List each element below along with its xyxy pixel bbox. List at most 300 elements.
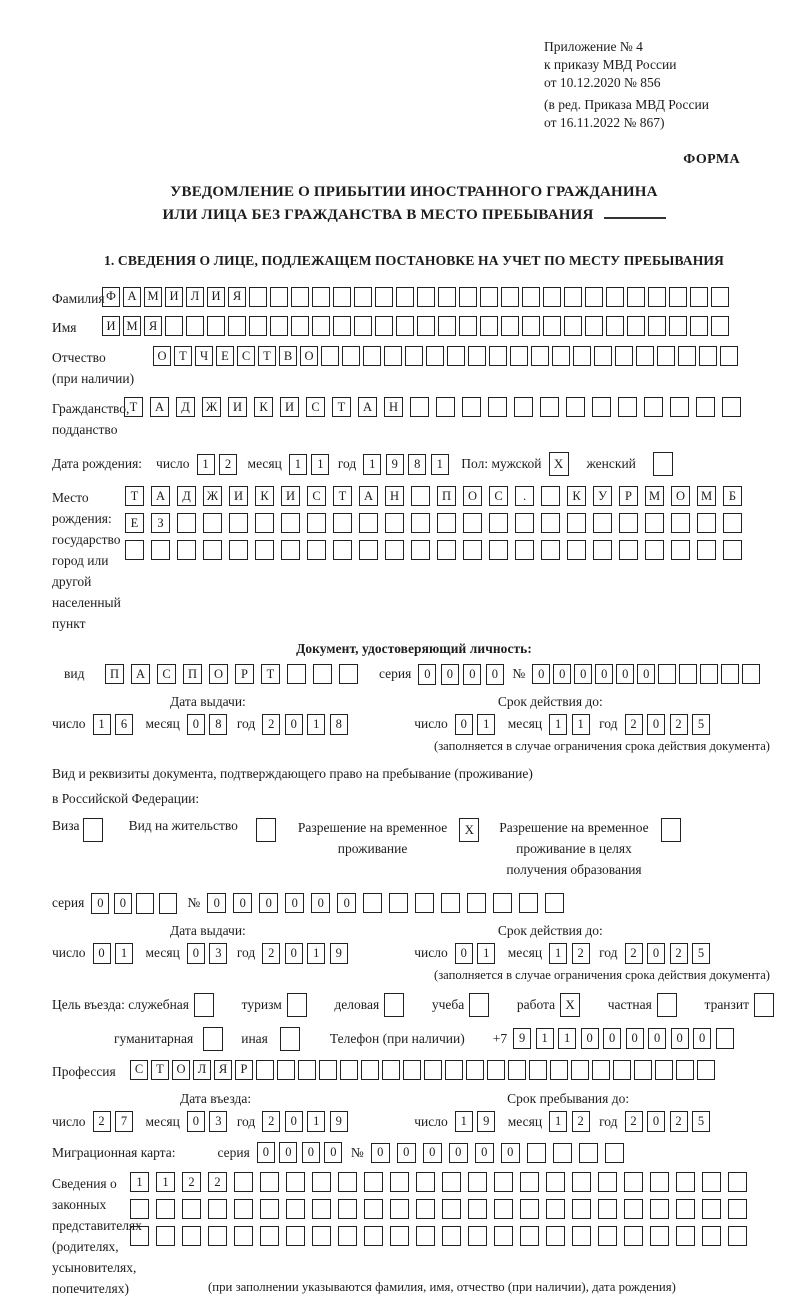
char-cell[interactable] — [619, 513, 638, 533]
char-cell[interactable]: 2 — [182, 1172, 201, 1192]
char-cell[interactable]: 0 — [626, 1028, 644, 1049]
char-cell[interactable]: 0 — [475, 1143, 494, 1163]
char-cell[interactable] — [159, 893, 177, 914]
char-cell[interactable]: У — [593, 486, 612, 506]
visa-checkbox[interactable] — [83, 818, 103, 842]
char-cell[interactable] — [546, 1226, 565, 1246]
char-cell[interactable]: 0 — [449, 1143, 468, 1163]
char-cell[interactable] — [728, 1172, 747, 1192]
char-cell[interactable] — [281, 513, 300, 533]
profession-input[interactable] — [130, 1060, 718, 1080]
char-cell[interactable] — [463, 513, 482, 533]
char-cell[interactable] — [364, 1226, 383, 1246]
char-cell[interactable] — [312, 1172, 331, 1192]
char-cell[interactable]: Ф — [102, 287, 120, 307]
char-cell[interactable]: 1 — [477, 714, 495, 735]
char-cell[interactable] — [572, 1199, 591, 1219]
char-cell[interactable] — [307, 540, 326, 560]
char-cell[interactable] — [416, 1172, 435, 1192]
char-cell[interactable] — [442, 1226, 461, 1246]
char-cell[interactable] — [678, 346, 696, 366]
char-cell[interactable] — [627, 287, 645, 307]
char-cell[interactable] — [411, 540, 430, 560]
checkbox-cell[interactable] — [83, 818, 103, 842]
checkbox-cell[interactable] — [203, 1027, 223, 1051]
char-cell[interactable] — [207, 316, 225, 336]
char-cell[interactable] — [564, 316, 582, 336]
char-cell[interactable]: И — [207, 287, 225, 307]
char-cell[interactable]: А — [150, 397, 169, 417]
business-checkbox[interactable] — [384, 993, 404, 1017]
char-cell[interactable] — [291, 287, 309, 307]
char-cell[interactable]: А — [131, 664, 150, 684]
char-cell[interactable] — [585, 316, 603, 336]
res-issue-day-input[interactable] — [93, 943, 138, 964]
char-cell[interactable] — [426, 346, 444, 366]
char-cell[interactable] — [151, 540, 170, 560]
patronymic-input[interactable] — [153, 346, 741, 366]
char-cell[interactable] — [598, 1226, 617, 1246]
checkbox-cell[interactable]: X — [560, 993, 580, 1017]
char-cell[interactable] — [375, 287, 393, 307]
char-cell[interactable] — [390, 1172, 409, 1192]
char-cell[interactable] — [487, 1060, 505, 1080]
char-cell[interactable]: 0 — [302, 1142, 320, 1163]
stay-day-input[interactable] — [455, 1111, 500, 1132]
char-cell[interactable]: 1 — [536, 1028, 554, 1049]
char-cell[interactable] — [515, 513, 534, 533]
char-cell[interactable] — [447, 346, 465, 366]
char-cell[interactable] — [177, 513, 196, 533]
stay-month-input[interactable] — [549, 1111, 594, 1132]
char-cell[interactable] — [130, 1199, 149, 1219]
char-cell[interactable]: 1 — [431, 454, 449, 475]
char-cell[interactable] — [644, 397, 663, 417]
char-cell[interactable] — [594, 346, 612, 366]
char-cell[interactable] — [634, 1060, 652, 1080]
char-cell[interactable] — [510, 346, 528, 366]
char-cell[interactable] — [564, 287, 582, 307]
char-cell[interactable] — [529, 1060, 547, 1080]
doc-kind-input[interactable] — [105, 664, 365, 684]
char-cell[interactable] — [182, 1226, 201, 1246]
char-cell[interactable] — [676, 1199, 695, 1219]
char-cell[interactable] — [255, 540, 274, 560]
char-cell[interactable]: 0 — [647, 714, 665, 735]
char-cell[interactable]: 0 — [91, 893, 109, 914]
char-cell[interactable] — [177, 540, 196, 560]
char-cell[interactable] — [494, 1172, 513, 1192]
char-cell[interactable]: Л — [186, 287, 204, 307]
birth-year-input[interactable] — [363, 454, 453, 475]
char-cell[interactable]: 2 — [262, 943, 280, 964]
char-cell[interactable]: 0 — [187, 714, 205, 735]
char-cell[interactable] — [650, 1226, 669, 1246]
char-cell[interactable] — [593, 513, 612, 533]
char-cell[interactable] — [700, 664, 718, 684]
char-cell[interactable] — [489, 346, 507, 366]
mig-number-input[interactable] — [371, 1143, 631, 1163]
char-cell[interactable] — [540, 397, 559, 417]
char-cell[interactable] — [676, 1060, 694, 1080]
char-cell[interactable] — [390, 1199, 409, 1219]
other-purpose-checkbox[interactable] — [280, 1027, 300, 1051]
char-cell[interactable]: Р — [619, 486, 638, 506]
char-cell[interactable] — [636, 346, 654, 366]
char-cell[interactable]: 0 — [187, 1111, 205, 1132]
char-cell[interactable] — [670, 397, 689, 417]
char-cell[interactable] — [627, 316, 645, 336]
char-cell[interactable]: 1 — [197, 454, 215, 475]
char-cell[interactable]: О — [209, 664, 228, 684]
char-cell[interactable] — [711, 316, 729, 336]
char-cell[interactable] — [592, 1060, 610, 1080]
private-checkbox[interactable] — [657, 993, 677, 1017]
char-cell[interactable] — [697, 540, 716, 560]
char-cell[interactable] — [363, 346, 381, 366]
char-cell[interactable]: П — [183, 664, 202, 684]
char-cell[interactable] — [696, 397, 715, 417]
char-cell[interactable]: 0 — [93, 943, 111, 964]
char-cell[interactable] — [592, 397, 611, 417]
char-cell[interactable] — [338, 1172, 357, 1192]
char-cell[interactable]: 5 — [692, 1111, 710, 1132]
char-cell[interactable]: 0 — [553, 664, 571, 684]
char-cell[interactable] — [256, 1060, 274, 1080]
char-cell[interactable] — [598, 1199, 617, 1219]
char-cell[interactable]: Т — [174, 346, 192, 366]
char-cell[interactable] — [543, 316, 561, 336]
char-cell[interactable]: 9 — [386, 454, 404, 475]
char-cell[interactable] — [489, 513, 508, 533]
char-cell[interactable] — [298, 1060, 316, 1080]
char-cell[interactable] — [531, 346, 549, 366]
char-cell[interactable] — [571, 1060, 589, 1080]
temp-residence-checkbox[interactable] — [459, 818, 479, 842]
char-cell[interactable] — [130, 1226, 149, 1246]
char-cell[interactable]: 2 — [670, 1111, 688, 1132]
char-cell[interactable] — [249, 316, 267, 336]
char-cell[interactable] — [415, 893, 434, 913]
char-cell[interactable] — [468, 1226, 487, 1246]
char-cell[interactable] — [390, 1226, 409, 1246]
char-cell[interactable] — [416, 1226, 435, 1246]
char-cell[interactable]: 0 — [647, 943, 665, 964]
doc-series-input[interactable] — [418, 664, 508, 685]
char-cell[interactable] — [501, 316, 519, 336]
char-cell[interactable]: 2 — [572, 1111, 590, 1132]
char-cell[interactable] — [281, 540, 300, 560]
char-cell[interactable] — [579, 1143, 598, 1163]
name-input[interactable] — [102, 316, 732, 336]
char-cell[interactable]: 0 — [532, 664, 550, 684]
birthplace-line2-input[interactable] — [125, 513, 749, 533]
char-cell[interactable] — [722, 397, 741, 417]
char-cell[interactable] — [669, 287, 687, 307]
char-cell[interactable] — [716, 1028, 734, 1049]
char-cell[interactable]: 0 — [259, 893, 278, 913]
stay-year-input[interactable] — [625, 1111, 715, 1132]
char-cell[interactable]: С — [157, 664, 176, 684]
char-cell[interactable]: 9 — [513, 1028, 531, 1049]
char-cell[interactable] — [541, 540, 560, 560]
char-cell[interactable]: В — [279, 346, 297, 366]
citizenship-input[interactable] — [124, 397, 748, 417]
char-cell[interactable]: 2 — [625, 1111, 643, 1132]
char-cell[interactable] — [234, 1199, 253, 1219]
char-cell[interactable] — [541, 486, 560, 506]
birth-day-input[interactable] — [197, 454, 242, 475]
char-cell[interactable]: 2 — [670, 714, 688, 735]
char-cell[interactable]: 0 — [463, 664, 481, 685]
char-cell[interactable]: 0 — [423, 1143, 442, 1163]
char-cell[interactable] — [459, 287, 477, 307]
char-cell[interactable] — [468, 1172, 487, 1192]
char-cell[interactable] — [312, 1226, 331, 1246]
doc-valid-day-input[interactable] — [455, 714, 500, 735]
char-cell[interactable]: 0 — [616, 664, 634, 684]
char-cell[interactable] — [619, 540, 638, 560]
char-cell[interactable] — [312, 316, 330, 336]
char-cell[interactable] — [136, 893, 154, 914]
checkbox-cell[interactable] — [194, 993, 214, 1017]
char-cell[interactable]: 0 — [648, 1028, 666, 1049]
char-cell[interactable] — [489, 540, 508, 560]
checkbox-cell[interactable] — [469, 993, 489, 1017]
char-cell[interactable]: . — [515, 486, 534, 506]
char-cell[interactable]: И — [229, 486, 248, 506]
char-cell[interactable]: Я — [214, 1060, 232, 1080]
char-cell[interactable]: И — [281, 486, 300, 506]
char-cell[interactable]: Н — [384, 397, 403, 417]
char-cell[interactable] — [364, 1199, 383, 1219]
checkbox-cell[interactable] — [280, 1027, 300, 1051]
char-cell[interactable] — [566, 397, 585, 417]
char-cell[interactable]: 2 — [93, 1111, 111, 1132]
char-cell[interactable]: 1 — [558, 1028, 576, 1049]
char-cell[interactable]: 1 — [311, 454, 329, 475]
char-cell[interactable] — [550, 1060, 568, 1080]
char-cell[interactable] — [437, 513, 456, 533]
char-cell[interactable] — [270, 316, 288, 336]
doc-issue-year-input[interactable] — [262, 714, 352, 735]
char-cell[interactable]: И — [228, 397, 247, 417]
char-cell[interactable]: П — [105, 664, 124, 684]
char-cell[interactable] — [410, 397, 429, 417]
char-cell[interactable] — [333, 316, 351, 336]
char-cell[interactable]: Ч — [195, 346, 213, 366]
res-valid-month-input[interactable] — [549, 943, 594, 964]
char-cell[interactable] — [552, 346, 570, 366]
char-cell[interactable]: 1 — [130, 1172, 149, 1192]
char-cell[interactable] — [480, 287, 498, 307]
char-cell[interactable] — [417, 287, 435, 307]
char-cell[interactable] — [389, 893, 408, 913]
char-cell[interactable] — [286, 1172, 305, 1192]
char-cell[interactable] — [606, 287, 624, 307]
doc-issue-day-input[interactable] — [93, 714, 138, 735]
char-cell[interactable]: Т — [151, 1060, 169, 1080]
char-cell[interactable] — [260, 1226, 279, 1246]
char-cell[interactable]: 1 — [307, 714, 325, 735]
char-cell[interactable]: Ж — [202, 397, 221, 417]
char-cell[interactable] — [255, 513, 274, 533]
char-cell[interactable] — [613, 1060, 631, 1080]
char-cell[interactable]: 0 — [257, 1142, 275, 1163]
char-cell[interactable] — [671, 540, 690, 560]
char-cell[interactable] — [363, 893, 382, 913]
char-cell[interactable] — [655, 1060, 673, 1080]
char-cell[interactable]: Б — [723, 486, 742, 506]
mig-series-input[interactable] — [257, 1142, 347, 1163]
char-cell[interactable] — [291, 316, 309, 336]
char-cell[interactable]: 0 — [311, 893, 330, 913]
char-cell[interactable]: К — [254, 397, 273, 417]
char-cell[interactable]: 0 — [285, 943, 303, 964]
char-cell[interactable]: 0 — [285, 893, 304, 913]
doc-valid-month-input[interactable] — [549, 714, 594, 735]
char-cell[interactable] — [338, 1199, 357, 1219]
char-cell[interactable]: М — [697, 486, 716, 506]
char-cell[interactable] — [156, 1226, 175, 1246]
study-checkbox[interactable] — [469, 993, 489, 1017]
char-cell[interactable] — [342, 346, 360, 366]
char-cell[interactable] — [208, 1199, 227, 1219]
char-cell[interactable] — [313, 664, 332, 684]
char-cell[interactable] — [541, 513, 560, 533]
res-number-input[interactable] — [207, 893, 571, 913]
char-cell[interactable]: 8 — [408, 454, 426, 475]
res-valid-year-input[interactable] — [625, 943, 715, 964]
char-cell[interactable]: 0 — [233, 893, 252, 913]
char-cell[interactable] — [442, 1199, 461, 1219]
representatives-line3-input[interactable] — [130, 1226, 754, 1246]
char-cell[interactable] — [462, 397, 481, 417]
char-cell[interactable]: 0 — [285, 714, 303, 735]
char-cell[interactable] — [417, 316, 435, 336]
char-cell[interactable] — [515, 540, 534, 560]
birthplace-line3-input[interactable] — [125, 540, 749, 560]
humanitarian-checkbox[interactable] — [203, 1027, 223, 1051]
char-cell[interactable]: О — [671, 486, 690, 506]
char-cell[interactable] — [333, 287, 351, 307]
char-cell[interactable] — [572, 1226, 591, 1246]
char-cell[interactable]: 6 — [115, 714, 133, 735]
char-cell[interactable]: 0 — [455, 943, 473, 964]
char-cell[interactable]: 0 — [337, 893, 356, 913]
char-cell[interactable]: 0 — [647, 1111, 665, 1132]
char-cell[interactable] — [436, 397, 455, 417]
char-cell[interactable]: 2 — [262, 1111, 280, 1132]
char-cell[interactable]: 7 — [115, 1111, 133, 1132]
char-cell[interactable] — [567, 540, 586, 560]
char-cell[interactable]: Я — [228, 287, 246, 307]
char-cell[interactable] — [522, 316, 540, 336]
char-cell[interactable] — [125, 540, 144, 560]
char-cell[interactable] — [277, 1060, 295, 1080]
char-cell[interactable] — [385, 540, 404, 560]
char-cell[interactable] — [720, 346, 738, 366]
char-cell[interactable]: 0 — [285, 1111, 303, 1132]
char-cell[interactable] — [624, 1226, 643, 1246]
char-cell[interactable] — [182, 1199, 201, 1219]
char-cell[interactable] — [445, 1060, 463, 1080]
char-cell[interactable]: О — [300, 346, 318, 366]
char-cell[interactable] — [186, 316, 204, 336]
char-cell[interactable] — [494, 1199, 513, 1219]
char-cell[interactable]: Т — [124, 397, 143, 417]
char-cell[interactable]: 0 — [595, 664, 613, 684]
char-cell[interactable] — [338, 1226, 357, 1246]
char-cell[interactable]: 1 — [572, 714, 590, 735]
char-cell[interactable] — [676, 1172, 695, 1192]
char-cell[interactable]: И — [280, 397, 299, 417]
char-cell[interactable] — [286, 1199, 305, 1219]
char-cell[interactable]: 0 — [371, 1143, 390, 1163]
sex-female-checkbox[interactable] — [653, 452, 673, 476]
char-cell[interactable] — [501, 287, 519, 307]
char-cell[interactable]: С — [237, 346, 255, 366]
char-cell[interactable] — [403, 1060, 421, 1080]
representatives-line1-input[interactable] — [130, 1172, 754, 1192]
char-cell[interactable]: 9 — [477, 1111, 495, 1132]
char-cell[interactable] — [340, 1060, 358, 1080]
phone-input[interactable] — [513, 1028, 738, 1049]
official-checkbox[interactable] — [194, 993, 214, 1017]
char-cell[interactable] — [488, 397, 507, 417]
char-cell[interactable]: С — [306, 397, 325, 417]
char-cell[interactable] — [411, 513, 430, 533]
char-cell[interactable]: М — [123, 316, 141, 336]
char-cell[interactable] — [229, 513, 248, 533]
char-cell[interactable]: 0 — [279, 1142, 297, 1163]
res-issue-month-input[interactable] — [187, 943, 232, 964]
char-cell[interactable] — [228, 316, 246, 336]
char-cell[interactable]: 8 — [330, 714, 348, 735]
char-cell[interactable]: 8 — [209, 714, 227, 735]
char-cell[interactable] — [650, 1172, 669, 1192]
char-cell[interactable]: Я — [144, 316, 162, 336]
char-cell[interactable] — [312, 1199, 331, 1219]
char-cell[interactable] — [645, 540, 664, 560]
char-cell[interactable] — [260, 1172, 279, 1192]
char-cell[interactable] — [702, 1199, 721, 1219]
char-cell[interactable] — [321, 346, 339, 366]
char-cell[interactable]: 3 — [209, 1111, 227, 1132]
char-cell[interactable]: 1 — [307, 943, 325, 964]
char-cell[interactable] — [520, 1199, 539, 1219]
char-cell[interactable] — [657, 346, 675, 366]
char-cell[interactable] — [520, 1226, 539, 1246]
char-cell[interactable] — [508, 1060, 526, 1080]
char-cell[interactable]: З — [151, 513, 170, 533]
char-cell[interactable]: 0 — [574, 664, 592, 684]
char-cell[interactable] — [598, 1172, 617, 1192]
char-cell[interactable] — [494, 1226, 513, 1246]
char-cell[interactable]: 0 — [397, 1143, 416, 1163]
char-cell[interactable] — [690, 316, 708, 336]
char-cell[interactable] — [286, 1226, 305, 1246]
char-cell[interactable] — [527, 1143, 546, 1163]
char-cell[interactable] — [728, 1226, 747, 1246]
char-cell[interactable] — [593, 540, 612, 560]
transit-checkbox[interactable] — [754, 993, 774, 1017]
doc-number-input[interactable] — [532, 664, 763, 684]
char-cell[interactable] — [742, 664, 760, 684]
char-cell[interactable]: 1 — [549, 1111, 567, 1132]
char-cell[interactable]: 1 — [156, 1172, 175, 1192]
representatives-line2-input[interactable] — [130, 1199, 754, 1219]
